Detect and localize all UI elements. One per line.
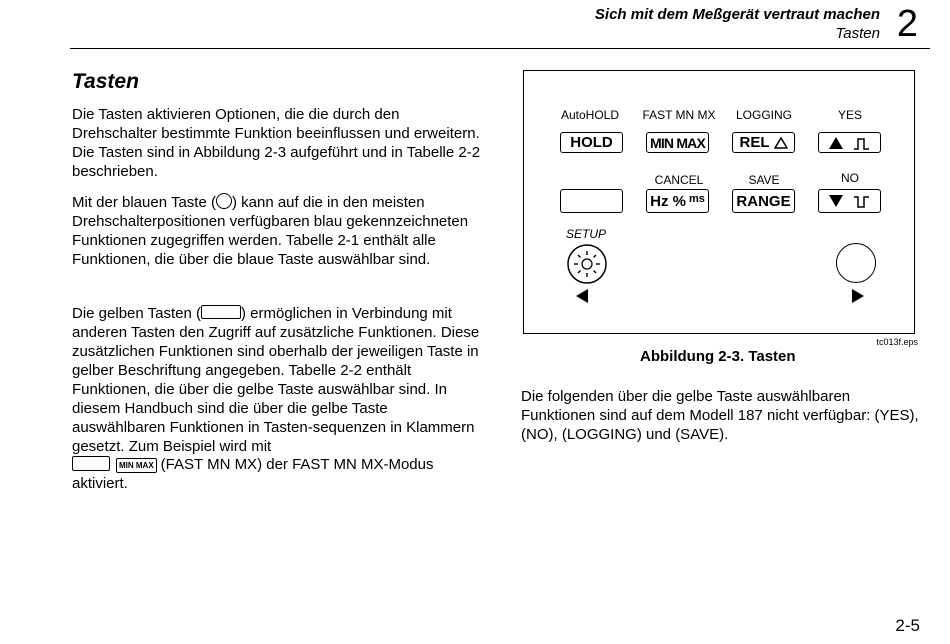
min-max-key-icon: MIN MAX [116,458,157,473]
yellow-key-icon [201,305,241,319]
section-subtitle: Tasten [835,25,880,42]
up-pulse-key[interactable] [818,132,881,153]
yellow-key-icon [72,456,110,471]
min-max-key[interactable] [646,132,709,153]
up-pulse-icon [828,135,872,151]
label-fast-mn-mx: FAST MN MX [642,108,716,122]
figure-caption: Abbildung 2-3. Tasten [640,348,796,365]
hz-key-label: Hz % [650,192,686,210]
header-rule [70,48,930,49]
label-cancel: CANCEL [654,173,704,187]
range-key-label: RANGE [736,192,791,210]
right-arrow-icon [851,288,865,304]
figure-file-id: tc013f.eps [876,337,918,347]
blue-circle-key[interactable] [836,243,876,283]
paragraph-yellow-key [72,304,482,456]
keys-figure [523,70,915,334]
label-setup: SETUP [565,227,606,241]
ms-key-label: ms [688,193,705,205]
blue-key-icon [216,193,232,209]
paragraph-text: Mit der blauen Taste ( [72,194,216,211]
hold-key-label: HOLD [570,134,613,151]
range-key[interactable] [732,189,795,213]
setup-sun-icon [566,243,608,285]
paragraph-blue-key [72,193,482,269]
hz-percent-ms-key[interactable] [646,189,709,213]
yellow-key[interactable] [560,189,623,213]
chapter-number: 2 [896,3,918,45]
section-heading: Tasten [72,70,139,93]
down-pulse-icon [828,193,872,209]
paragraph-text: ) kann auf die in den meisten Drehschalterpositionen verfügbaren blau gekennzeichneten Funktionen zugegriffen werden. Tabelle 2-1 enthält alle Funktionen, die über die blaue Taste auswählbar sind. [72,194,469,268]
left-arrow-icon [575,288,589,304]
label-logging: LOGGING [735,108,792,122]
paragraph-unavailable: Die folgenden über die gelbe Taste auswählbaren Funktionen sind auf dem Modell 187 nicht verfügbar: (YES), (NO), (LOGGING) und (SAVE). [521,388,919,443]
min-max-key-label: MIN MAX [649,134,706,151]
rel-key[interactable] [732,132,795,153]
paragraph-text: Die gelben Tasten ( [72,305,201,322]
paragraph-example [72,455,482,493]
label-yes: YES [837,108,862,122]
label-autohold: AutoHOLD [560,108,620,122]
chapter-title: Sich mit dem Meßgerät vertraut machen [594,6,880,23]
label-no: NO [841,171,859,185]
delta-icon [774,137,788,149]
paragraph-text: ) ermöglichen in Verbindung mit anderen Tasten den Zugriff auf zusätzliche Funktionen. Diese zusätzlichen Funktionen sind oberhalb der jeweiligen Taste in gelber Beschriftung angegeben. Tabelle 2-2 enthält Funktionen, die über die gelbe Taste auswählbar sind. In diesem Handbuch sind die über die gelbe Taste auswählbaren Funktionen in Tasten-sequenzen in Klammern gesetzt. Zum Beispiel wird mit [72,305,480,455]
setup-button[interactable] [566,243,608,290]
paragraph-text: (FAST MN MX) der FAST MN MX-Modus aktiviert. [72,456,434,492]
down-pulse-key[interactable] [818,189,881,213]
label-save: SAVE [748,173,780,187]
rel-key-label: REL [739,134,770,151]
paragraph-intro: Die Tasten aktivieren Optionen, die die durch den Drehschalter bestimmte Funktion beeinflussen und erweitern. Die Tasten sind in Abbildung 2-3 aufgeführt und in Tabelle 2-2 beschrieben. [72,106,481,180]
page-number: 2-5 [895,616,920,635]
hold-key[interactable] [560,132,623,153]
